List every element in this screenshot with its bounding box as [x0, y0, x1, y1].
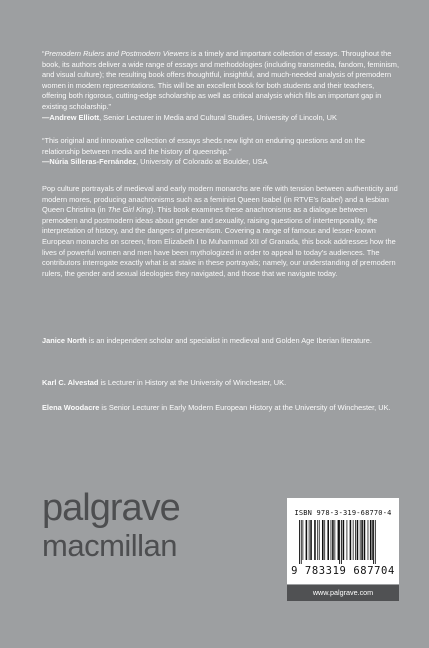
- series-title-isabel: Isabel: [320, 194, 341, 204]
- barcode-digits: 9 783319 687704: [291, 565, 395, 577]
- editor-bio-woodacre: [42, 403, 399, 414]
- description-text: ). This book examines these anachronisms as a dialogue between premodern and postmodern ideas about gender and sexuality, raising questions of intertemporality, the interpretation of history, and the dangers of presentism. Covering a range of famous and lesser-known European monarchs on screen, from Elizabeth I to Muhammad XII of Granada, this book addresses how the lives of powerful women and men have been mythologized in order to appeal to today’s audiences. The contributors interrogate exactly what is at stake in these portrayals; namely, our understanding of premodern rulers, the gender and sexual ideologies they navigated, and those that we navigate today.: [42, 205, 396, 278]
- reviewer-affiliation: , University of Colorado at Boulder, USA: [136, 157, 268, 167]
- quote-open-mark: “: [42, 49, 45, 58]
- isbn-barcode: [287, 498, 399, 584]
- publisher-logo-line1: palgrave: [42, 487, 180, 529]
- film-title-girl-king: The Girl King: [107, 205, 151, 215]
- publisher-logo: [42, 488, 180, 562]
- editor-name: Karl C. Alvestad: [42, 378, 99, 387]
- reviewer-name: —Núria Silleras-Fernández: [42, 157, 137, 167]
- editor-bio-text: is Lecturer in History at the University of Winchester, UK.: [98, 378, 287, 387]
- publisher-logo-line2: macmillan: [42, 528, 178, 563]
- editor-name: Janice North: [42, 336, 87, 345]
- book-description: [42, 184, 399, 279]
- review-blurb-silleras: [42, 136, 399, 168]
- editor-bio-north: [42, 336, 399, 347]
- publisher-website[interactable]: www.palgrave.com: [287, 585, 399, 601]
- review-text: “This original and innovative collection of essays sheds new light on enduring questions and on the relationship between media and the history of queenship.”: [42, 136, 365, 156]
- review-text: is a timely and important collection of essays. Throughout the book, its authors deliver a wide range of essays and methodologies (including transmedia, fandom, feminism, and visual culture); the resulting book offers thoughtful, insightful, and much-needed analysis of premodern women in modern representations. This will be an excellent book for both students and their teachers, offering both rigorous, cutting-edge scholarship as well as critical analysis which fills an important gap in existing scholarship.”: [42, 49, 399, 111]
- editor-name: Elena Woodacre: [42, 403, 100, 412]
- review-blurb-elliott: [42, 49, 399, 123]
- reviewer-affiliation: , Senior Lecturer in Media and Cultural Studies, University of Lincoln, UK: [99, 112, 337, 122]
- editor-bio-text: is Senior Lecturer in Early Modern European History at the University of Winchester, UK.: [99, 403, 391, 412]
- description-text: ) and a lesbian Queen Christina (in: [42, 194, 389, 215]
- reviewer-name: —Andrew Elliott: [42, 112, 100, 122]
- editor-bio-alvestad: [42, 378, 399, 389]
- book-title-reference: Premodern Rulers and Postmodern Viewers: [44, 49, 189, 58]
- editor-bio-text: is an independent scholar and specialist in medieval and Golden Age Iberian literature.: [86, 336, 372, 345]
- barcode-bars: [299, 520, 389, 564]
- isbn-number: ISBN 978-3-319-68770-4: [294, 509, 392, 517]
- description-text: Pop culture portrayals of medieval and early modern monarchs are rife with tension between authenticity and modern mores, producing anachronisms such as a feminist Queen Isabel (in RTVE’s: [42, 184, 398, 204]
